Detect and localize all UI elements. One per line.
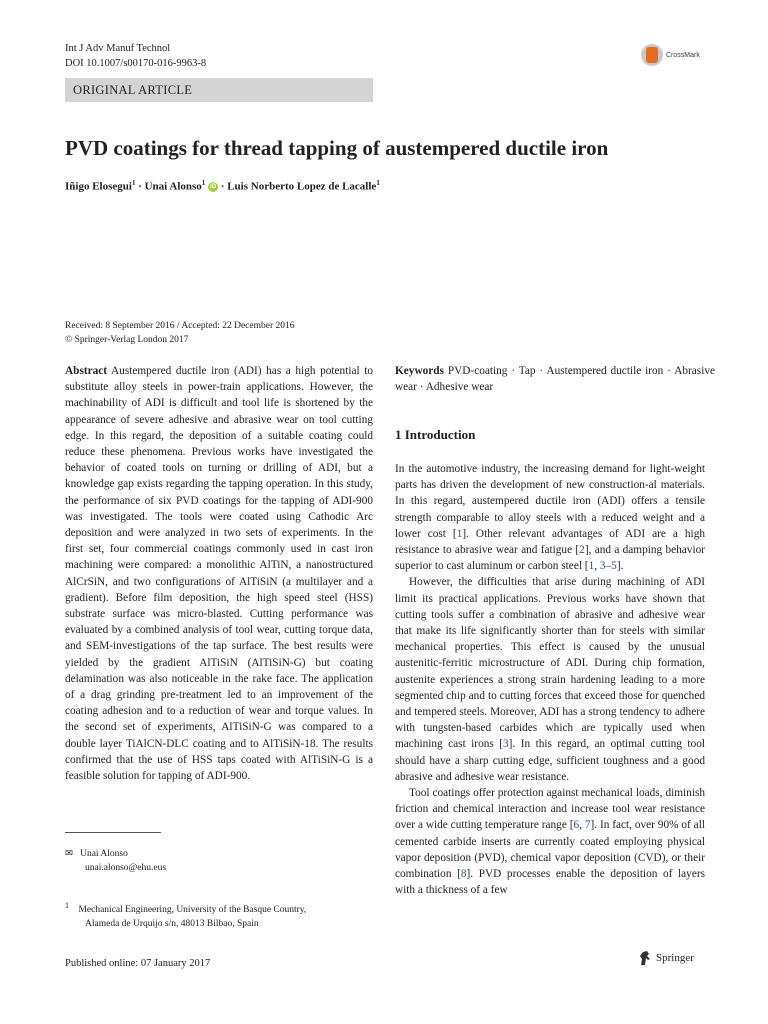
paper-title: PVD coatings for thread tapping of austempered ductile iron bbox=[65, 136, 609, 160]
abstract-label: Abstract bbox=[65, 365, 108, 377]
paragraph bbox=[395, 785, 705, 898]
author-list bbox=[65, 179, 380, 193]
journal-name: Int J Adv Manuf Technol bbox=[65, 43, 171, 54]
corresponding-author bbox=[65, 847, 166, 875]
citation-link[interactable]: 8 bbox=[460, 868, 467, 881]
published-date: Published online: 07 January 2017 bbox=[65, 958, 211, 969]
author-name[interactable]: Luis Norberto Lopez de Lacalle bbox=[227, 180, 377, 193]
abstract-text: Austempered ductile iron (ADI) has a high potential to substitute alloy steels in power-train applications. However, the machinability of ADI is difficult and tool life is shortened by the appearance of severe adhesive and abrasive wear on tool cutting edge. In this regard, the deposition of a suitable coating could reduce these phenomena. Previous works have investigated the behavior of coated tools on turning or drilling of ADI, but a knowledge gap exists regarding the tapping operation. In this study, the performance of six PVD coatings for the tapping of ADI-900 was investigated. The tools were coated using Cathodic Arc deposition and were analyzed in two sets of experiments. In the first set, four commercial coatings commonly used in cast iron machining were compared: a monolithic AlTiN, a nanostructured AlCrSiN, and two configurations of AlTiSiN (a multilayer and a gradient). Before film deposition, the high speed steel (HSS) substrate surface was micro-blasted. Cutting performance was evaluated by a combined analysis of tool wear, cutting torque data, and SEM-investigations of the tap surface. The best results were yielded by the gradient AlTiSiN (AlTiSiN-G) but coating delamination was also noticeable in the rake face. The application of a drag grinding pre-treatment led to an improvement of the coating adhesion and to a reduction of wear and torque values. In the second set of experiments, AlTiSiN-G was compared to a double layer TiAlCN-DLC coating and to AlTiSiN-18. The results confirmed that the use of HSS taps coated with AlTiSiN-G is a feasible solution for tapping of ADI-900. bbox=[65, 365, 373, 783]
keywords-text: PVD-coating · Tap · Austempered ductile iron · Abrasive wear · Adhesive wear bbox=[395, 365, 715, 394]
section-heading: 1 Introduction bbox=[395, 427, 476, 442]
citation-link[interactable]: 7 bbox=[584, 819, 591, 832]
publisher-name: Springer bbox=[656, 952, 694, 964]
paragraph-text: ]. In fact, over 90% of all cemented carbide inserts are currently coated employing physical vapor deposition (PVD), chemical vapor deposition (CVD), or their combination [ bbox=[395, 819, 705, 881]
affiliation-line: Mechanical Engineering, University of the Basque Country, bbox=[78, 905, 307, 916]
author-separator: · bbox=[135, 180, 145, 193]
abstract bbox=[65, 363, 373, 784]
citation-link[interactable]: 3 bbox=[503, 738, 509, 751]
author-affil-sup: 1 bbox=[201, 179, 206, 187]
journal-header bbox=[65, 41, 206, 71]
paragraph-text: , bbox=[594, 560, 600, 573]
springer-horse-icon bbox=[638, 950, 652, 966]
contact-name: Unai Alonso bbox=[80, 849, 128, 859]
author-name[interactable]: Iñigo Elosegui bbox=[65, 180, 132, 193]
crossmark-label: CrossMark bbox=[666, 51, 700, 59]
contact-email[interactable]: unai.alonso@ehu.eus bbox=[85, 863, 167, 873]
footnote-divider bbox=[65, 832, 161, 833]
author-affil-sup: 1 bbox=[376, 179, 380, 187]
citation-link[interactable]: 3–5 bbox=[599, 560, 617, 573]
citation-link[interactable]: 6 bbox=[573, 819, 580, 832]
copyright: © Springer-Verlag London 2017 bbox=[65, 334, 189, 345]
paragraph-text: ], and a damping behavior superior to cast aluminum or carbon steel [ bbox=[395, 544, 706, 573]
paragraph-text: However, the difficulties that arise during machining of ADI limit its practical applications. Previous works have shown that cutting tools suffer a combination of abrasive and adhesive wear that make its life significantly shorter than for steels with similar mechanical properties. This effect is caused by the unusual austenitic-ferritic microstructure of ADI. During chip formation, austenite experiences a strong strain hardening leading to a more segmented chip and to cutting forces that exceed those for quenched and tempered steels. Moreover, ADI has a strong tendency to adhere with tungsten-based carbides which are typically used when machining cast irons [ bbox=[395, 576, 705, 751]
doi[interactable]: DOI 10.1007/s00170-016-9963-8 bbox=[65, 58, 207, 69]
paragraph bbox=[395, 574, 705, 785]
affiliation-line: Alameda de Urquijo s/n, 48013 Bilbao, Spain bbox=[85, 919, 259, 930]
affiliation-number: 1 bbox=[65, 901, 69, 910]
citation-link[interactable]: 2 bbox=[579, 544, 585, 557]
paragraph-text: ]. bbox=[616, 560, 624, 573]
envelope-icon: ✉ bbox=[65, 849, 81, 859]
paragraph bbox=[395, 461, 705, 574]
introduction-body bbox=[395, 461, 705, 898]
affiliation bbox=[65, 899, 306, 931]
dates-block bbox=[65, 320, 295, 347]
paragraph-text: Tool coatings offer protection against mechanical loads, diminish friction and chemical interaction and increase tool wear resistance over a wide cutting temperature range [ bbox=[395, 787, 705, 832]
publisher-logo bbox=[638, 950, 694, 966]
paragraph-text: ]. Other relevant advantages of ADI are a high resistance to abrasive wear and fatigue [ bbox=[395, 527, 705, 557]
keywords bbox=[395, 363, 715, 395]
crossmark-icon bbox=[641, 44, 663, 66]
citation-link[interactable]: 1 bbox=[456, 527, 463, 540]
paragraph-text: In the automotive industry, the increasing demand for light-weight parts has driven the development of new construction-al materials. In this regard, austempered ductile iron (ADI) offers a tensile strength comparable to alloy steels with a reduced weight and a lower cost [ bbox=[395, 463, 705, 540]
orcid-icon[interactable]: iD bbox=[210, 184, 217, 191]
paragraph-text: ]. PVD processes enable the deposition of layers with a thickness of a few bbox=[395, 868, 706, 897]
author-affil-sup: 1 bbox=[131, 179, 136, 187]
article-type-bar: ORIGINAL ARTICLE bbox=[65, 78, 373, 102]
paragraph-text: , bbox=[579, 819, 585, 832]
author-name[interactable]: Unai Alonso bbox=[144, 180, 202, 193]
received-accepted: Received: 8 September 2016 / Accepted: 22 December 2016 bbox=[65, 321, 295, 331]
keywords-label: Keywords bbox=[395, 365, 444, 377]
paragraph-text: ]. In this regard, an optimal cutting tool should have a sharp cutting edge, sufficient toughness and a good abrasive and adhesive wear resistance. bbox=[395, 738, 706, 783]
crossmark-badge[interactable] bbox=[641, 42, 711, 68]
citation-link[interactable]: 1 bbox=[588, 560, 595, 573]
author-separator: · bbox=[218, 180, 228, 193]
